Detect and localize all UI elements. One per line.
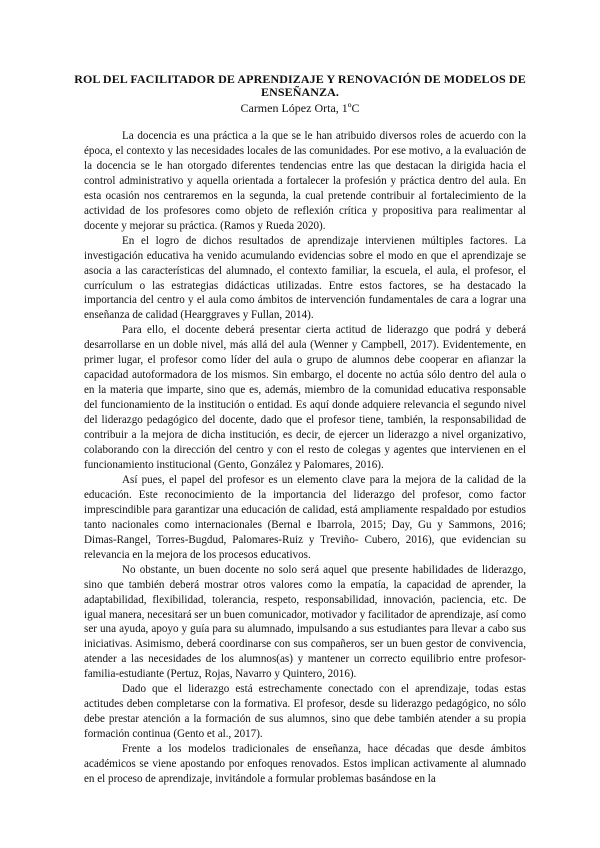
paragraph: En el logro de dichos resultados de aprendizaje intervienen múltiples factores. La investigación educativa ha venido acumulando evidencias sobre el modo en que el aprendizaje se asocia a las características del alumnado, el contexto familiar, la escuela, el aula, el profesor, el currículum o las estrategias didácticas utilizadas. Entre estos factores, se ha destacado la importancia del centro y el aula como ámbitos de intervención fundamentales de cara a lograr una enseñanza de calidad (Hearggraves y Fullan, 2014).: [84, 234, 526, 322]
paragraph: Dado que el liderazgo está estrechamente conectado con el aprendizaje, todas estas actitudes deben completarse con la formativa. El profesor, desde su liderazgo pedagógico, no sólo debe prestar atención a la formación de sus alumnos, sino que debe también atender a su propia formación continua (Gento et al., 2017).: [84, 683, 526, 741]
paragraph: No obstante, un buen docente no solo será aquel que presente habilidades de liderazgo, sino que también deberá mostrar otros valores como la empatía, la capacidad de aprender, la adaptabilidad, flexibilidad, tolerancia, respeto, responsabilidad, innovación, paciencia, etc. De igual manera, necesitará ser un buen comunicador, motivador y facilitador de aprendizaje, así como ser una ayuda, apoyo y guía para su alumnado, impulsando a sus estudiantes para llevar a cabo sus iniciativas. Asimismo, deberá coordinarse con sus compañeros, ser un buen gestor de convivencia, atender a las necesidades de los alumnos(as) y mantener un correcto equilibrio entre profesor-familia-estudiante (Pertuz, Rojas, Navarro y Quintero, 2016).: [84, 563, 526, 681]
document-title: ROL DEL FACILITADOR DE APRENDIZAJE Y RENOVACIÓN DE MODELOS DE ENSEÑANZA.: [74, 72, 526, 99]
author-line: Carmen López Orta, 1ºC: [240, 101, 360, 115]
document-body: [84, 129, 526, 787]
paragraph: Así pues, el papel del profesor es un elemento clave para la mejora de la calidad de la educación. Este reconocimiento de la importancia del liderazgo del profesor, como factor imprescindible para garantizar una educación de calidad, está ampliamente respaldado por estudios tanto nacionales como internacionales (Bernal e Ibarrola, 2015; Day, Gu y Sammons, 2016; Dimas-Rangel, Torres-Bugdud, Palomares-Ruiz y Treviño- Cubero, 2016), que evidencian su relevancia en la mejora de los procesos educativos.: [84, 473, 526, 561]
paragraph: Para ello, el docente deberá presentar cierta actitud de liderazgo que podrá y deberá desarrollarse en un doble nivel, más allá del aula (Wenner y Campbell, 2017). Evidentemente, en primer lugar, el profesor como líder del aula o grupo de alumnos debe cooperar en afianzar la capacidad autoformadora de los mismos. Sin embargo, el docente no actúa sólo dentro del aula o en la materia que imparte, sino que es, además, miembro de la comunidad educativa responsable del funcionamiento de la institución o entidad. Es aquí donde adquiere relevancia el segundo nivel del liderazgo pedagógico del docente, dado que el profesor tiene, también, la responsabilidad de contribuir a la mejora de dicha institución, es decir, de ejercer un liderazgo a nivel organizativo, colaborando con la dirección del centro y con el resto de colegas y agentes que intervienen en el funcionamiento institucional (Gento, González y Palomares, 2016).: [84, 324, 526, 471]
paragraph: Frente a los modelos tradicionales de enseñanza, hace décadas que desde ámbitos académicos se viene apostando por enfoques renovados. Estos implican activamente al alumnado en el proceso de aprendizaje, invitándole a formular problemas basándose en la: [84, 743, 526, 785]
paragraph: La docencia es una práctica a la que se le han atribuido diversos roles de acuerdo con la época, el contexto y las necesidades locales de las comunidades. Por ese motivo, a la evaluación de la docencia se le han otorgado diferentes tendencias entre las que destacan la dirigida hacia el control administrativo y aquella orientada a fortalecer la profesión y práctica dentro del aula. En esta ocasión nos centraremos en la segunda, la cual pretende contribuir al fortalecimiento de la actividad de los profesores como objeto de reflexión crítica y propositiva para realimentar al docente y mejorar su práctica. (Ramos y Rueda 2020).: [84, 130, 526, 232]
